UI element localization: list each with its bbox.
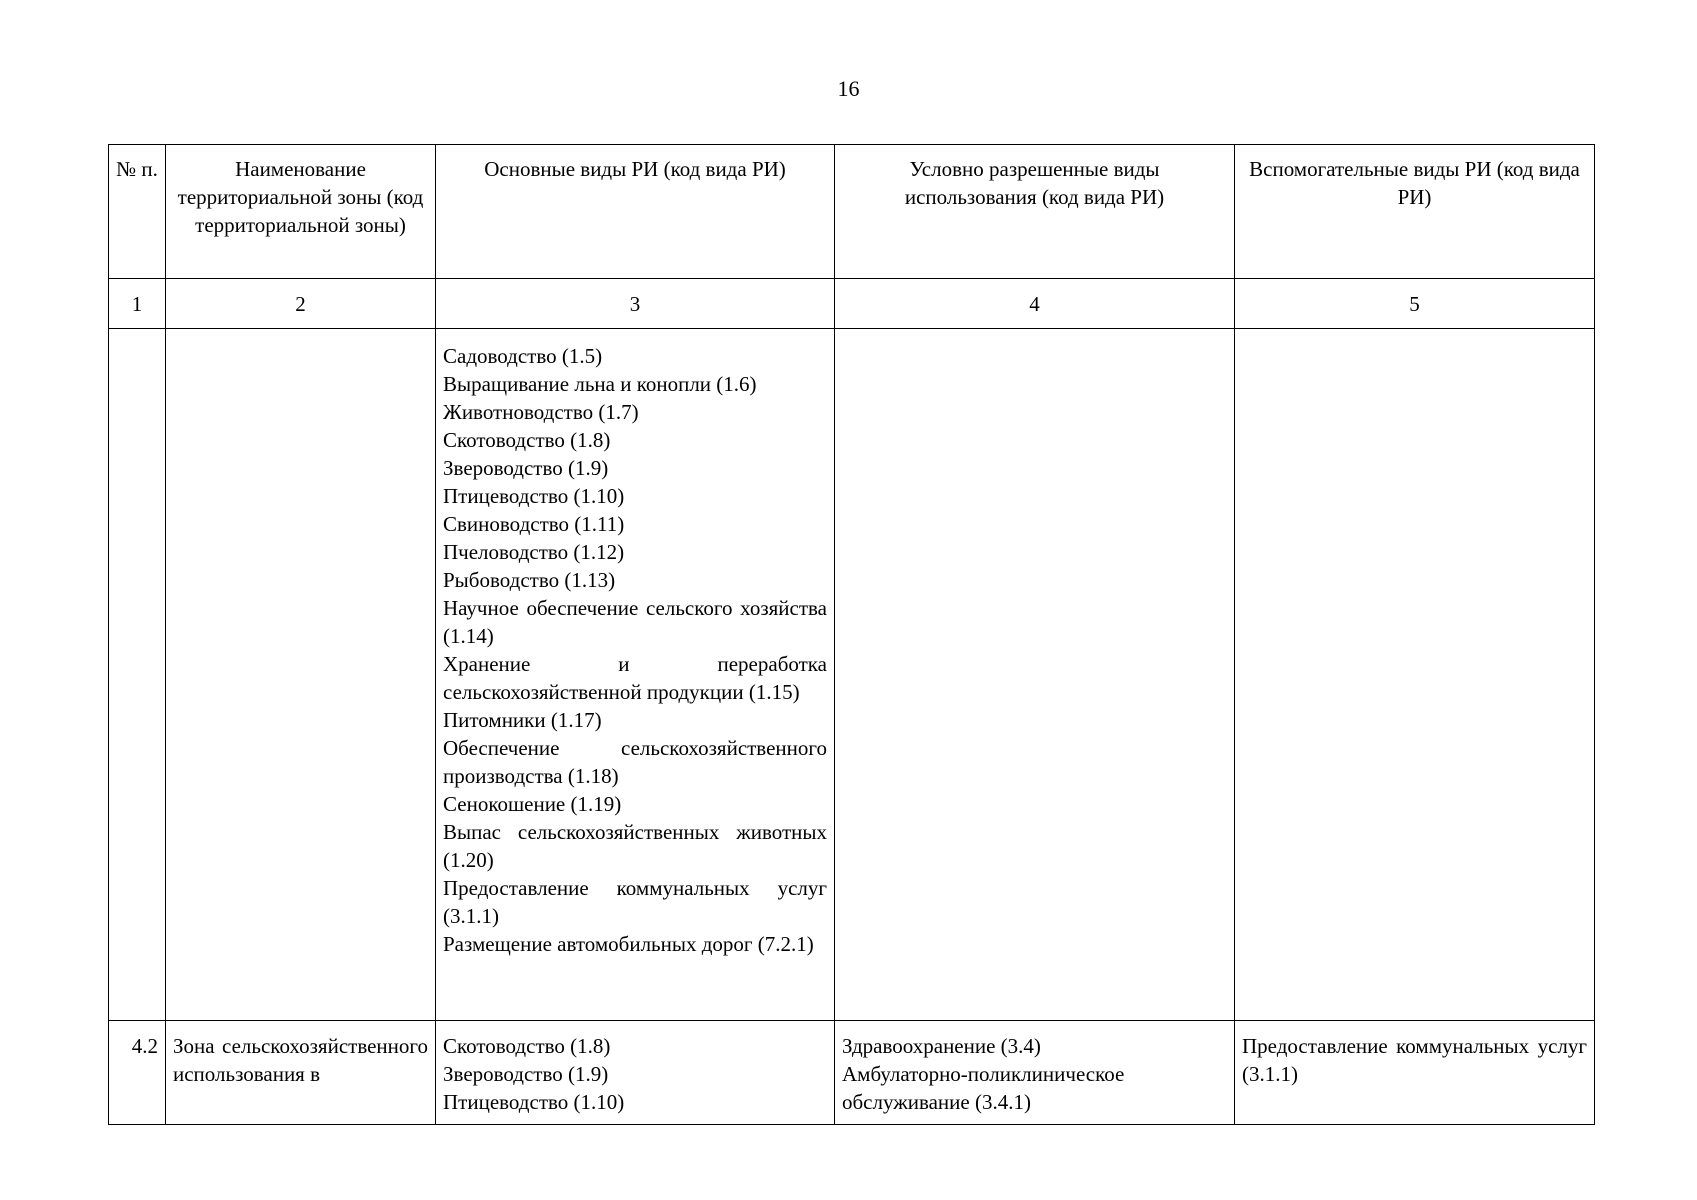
use-item: Предоставление коммунальных услуг (3.1.1): [443, 876, 827, 928]
column-number: 2: [166, 279, 436, 329]
use-item: Размещение автомобильных дорог (7.2.1): [443, 932, 814, 956]
main-uses-cell: [436, 329, 835, 1021]
use-item: Скотоводство (1.8): [443, 1034, 611, 1058]
use-item: Выращивание льна и конопли (1.6): [443, 372, 757, 396]
zone-row-4-2: [109, 1021, 1595, 1125]
empty-cell: [835, 329, 1235, 1021]
header-auxiliary-uses: Вспомогательные виды РИ (код вида РИ): [1235, 145, 1595, 279]
use-item: Садоводство (1.5): [443, 344, 603, 368]
use-item: Свиноводство (1.11): [443, 512, 625, 536]
column-number-row: [109, 279, 1595, 329]
use-item: Животноводство (1.7): [443, 400, 639, 424]
column-number: 3: [436, 279, 835, 329]
page-number: 16: [837, 76, 860, 101]
header-number: № п.: [109, 145, 166, 279]
auxiliary-uses-cell: [1235, 1021, 1595, 1125]
column-number: 1: [109, 279, 166, 329]
zone-number: 4.2: [109, 1021, 166, 1125]
use-item: Обеспечение сельскохозяйственного производства (1.18): [443, 736, 827, 788]
use-item: Звероводство (1.9): [443, 1062, 609, 1086]
use-item: Птицеводство (1.10): [443, 1090, 625, 1114]
use-item: Хранение и переработка сельскохозяйственной продукции (1.15): [443, 652, 827, 704]
continuation-row: [109, 329, 1595, 1021]
conditional-uses-cell: [835, 1021, 1235, 1125]
column-number: 5: [1235, 279, 1595, 329]
header-conditional-uses: Условно разрешенные виды использования (код вида РИ): [835, 145, 1235, 279]
header-zone-name: Наименование территориальной зоны (код территориальной зоны): [166, 145, 436, 279]
header-row: [109, 145, 1595, 279]
use-item: Сенокошение (1.19): [443, 792, 622, 816]
use-item: Амбулаторно-поликлиническое обслуживание (3.4.1): [842, 1062, 1125, 1114]
header-main-uses: Основные виды РИ (код вида РИ): [436, 145, 835, 279]
use-item: Звероводство (1.9): [443, 456, 609, 480]
empty-cell: [166, 329, 436, 1021]
zoning-table: [108, 144, 1595, 1125]
use-item: Научное обеспечение сельского хозяйства (1.14): [443, 596, 827, 648]
use-item: Птицеводство (1.10): [443, 484, 625, 508]
use-item: Предоставление коммунальных услуг (3.1.1): [1242, 1034, 1587, 1086]
main-uses-cell: [436, 1021, 835, 1125]
zone-name-cell: [166, 1021, 436, 1125]
use-item: Пчеловодство (1.12): [443, 540, 625, 564]
use-item: Выпас сельскохозяйственных животных (1.20): [443, 820, 827, 872]
empty-cell: [1235, 329, 1595, 1021]
empty-cell: [109, 329, 166, 1021]
use-item: Скотоводство (1.8): [443, 428, 611, 452]
column-number: 4: [835, 279, 1235, 329]
use-item: Рыбоводство (1.13): [443, 568, 616, 592]
zone-name: Зона сельскохозяйственного использования в: [173, 1034, 428, 1086]
use-item: Здравоохранение (3.4): [842, 1034, 1041, 1058]
use-item: Питомники (1.17): [443, 708, 602, 732]
